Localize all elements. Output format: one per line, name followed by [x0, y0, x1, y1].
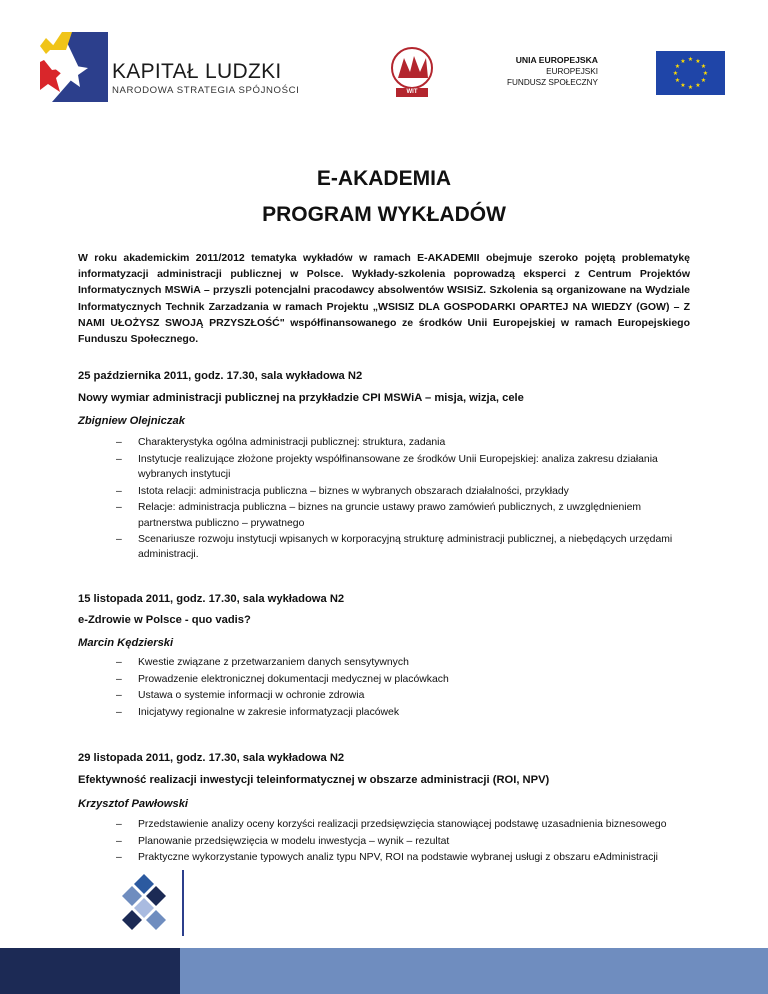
svg-text:★: ★ [687, 56, 694, 63]
list-item: – Prowadzenie elektronicznej dokumentacji medycznej w placówkach [116, 672, 676, 687]
svg-text:★: ★ [700, 63, 707, 70]
section-3-topics [116, 817, 676, 867]
section-1-title: Nowy wymiar administracji publicznej na przykładzie CPI MSWiA – misja, wizja, cele [78, 392, 524, 404]
svg-text:★: ★ [687, 84, 694, 91]
section-1-lecturer: Zbigniew Olejniczak [78, 415, 185, 427]
section-3-title: Efektywność realizacji inwestycji teleinformatycznej w obszarze administracji (ROI, NPV) [78, 774, 550, 786]
section-2-lecturer: Marcin Kędzierski [78, 637, 174, 649]
list-item: – Przedstawienie analizy oceny korzyści realizacji przedsięwzięcia stanowiącej podstawę uzasadnienia biznesowego [116, 817, 676, 832]
footer-band [0, 948, 768, 994]
svg-text:★: ★ [695, 58, 701, 65]
section-3-lecturer: Krzysztof Pawłowski [78, 798, 189, 810]
eu-line-fund: FUNDUSZ SPOŁECZNY [507, 78, 598, 87]
svg-text:★: ★ [680, 82, 686, 89]
wit-logo-text: WIT [406, 89, 418, 95]
svg-text:★: ★ [672, 70, 679, 77]
svg-text:★: ★ [695, 82, 701, 89]
section-1-date: 25 października 2011, godz. 17.30, sala wykładowa N2 [78, 370, 363, 382]
eu-line-european: EUROPEJSKI [546, 67, 598, 76]
list-item: – Istota relacji: administracja publiczna – biznes w wybranych obszarach działalności, przykłady [116, 484, 676, 499]
eu-line-union: UNIA EUROPEJSKA [515, 55, 598, 65]
section-2-topics [116, 655, 676, 722]
list-item: – Kwestie związane z przetwarzaniem danych sensytywnych [116, 655, 676, 670]
eu-flag-icon [656, 51, 725, 95]
list-item: – Planowanie przedsięwzięcia w modelu inwestycja – wynik – rezultat [116, 834, 676, 849]
list-item: – Ustawa o systemie informacji w ochronie zdrowia [116, 688, 676, 703]
section-3-date: 29 listopada 2011, godz. 17.30, sala wykładowa N2 [78, 752, 345, 764]
kapital-ludzki-subtitle: NARODOWA STRATEGIA SPÓJNOŚCI [112, 85, 300, 96]
eu-text-block [507, 55, 598, 88]
page-title: E-AKADEMIA [316, 167, 452, 190]
kapital-ludzki-logo-icon [40, 32, 108, 102]
intro-paragraph: W roku akademickim 2011/2012 tematyka wykładów w ramach E-AKADEMII obejmuje szeroko pojętą problematykę informatyzacji administracji publicznej w Polsce. Wykłady-szkolenia poprowadzą eksperci z Centrum Projektów Informatycznych MSWiA – przyszli potencjalni pracodawcy absolwentów WSISiZ. Szkolenia są organizowane na Wydziale Informatycznych Technik Zarzadzania w ramach Projektu „WSISIZ DLA GOSPODARKI OPARTEJ NA WIEDZY (GOW) – Z NAMI UŁOŻYSZ SWOJĄ PRZYSZŁOŚĆ" współfinansowanego ze środków Unii Europejskiej w ramach Europejskiego Funduszu Społecznego. [78, 252, 690, 346]
section-2-title: e-Zdrowie w Polsce - quo vadis? [78, 614, 251, 626]
list-item: – Charakterystyka ogólna administracji publicznej: struktura, zadania [116, 435, 676, 450]
svg-text:★: ★ [680, 58, 686, 65]
list-item: – Instytucje realizujące złożone projekty współfinansowane ze środków Unii Europejskiej: analiza zakresu działania wybranych instytucji [116, 452, 676, 482]
list-item: – Scenariusze rozwoju instytucji wpisanych w korporacyjną strukturę administracji publicznej, a niebędących urzędami administracji. [116, 532, 676, 562]
page-subtitle: PROGRAM WYKŁADÓW [262, 203, 506, 226]
svg-text:★: ★ [674, 63, 681, 70]
list-item: – Inicjatywy regionalne w zakresie informatyzacji placówek [116, 705, 676, 720]
diamond-logo-icon [118, 868, 190, 938]
list-item: – Praktyczne wykorzystanie typowych analiz typu NPV, ROI na podstawie wybranej usługi z obszaru eAdministracji [116, 850, 676, 865]
section-1-topics [116, 435, 676, 564]
section-2-date: 15 listopada 2011, godz. 17.30, sala wykładowa N2 [78, 593, 345, 605]
svg-text:★: ★ [674, 77, 681, 84]
svg-text:★: ★ [700, 77, 707, 84]
svg-text:★: ★ [702, 70, 709, 77]
kapital-ludzki-title: KAPITAŁ LUDZKI [112, 60, 282, 83]
list-item: – Relacje: administracja publiczna – biznes na gruncie ustawy prawo zamówień publicznych, z uwzględnieniem partnerstwa publiczno – prywatnego [116, 500, 676, 530]
